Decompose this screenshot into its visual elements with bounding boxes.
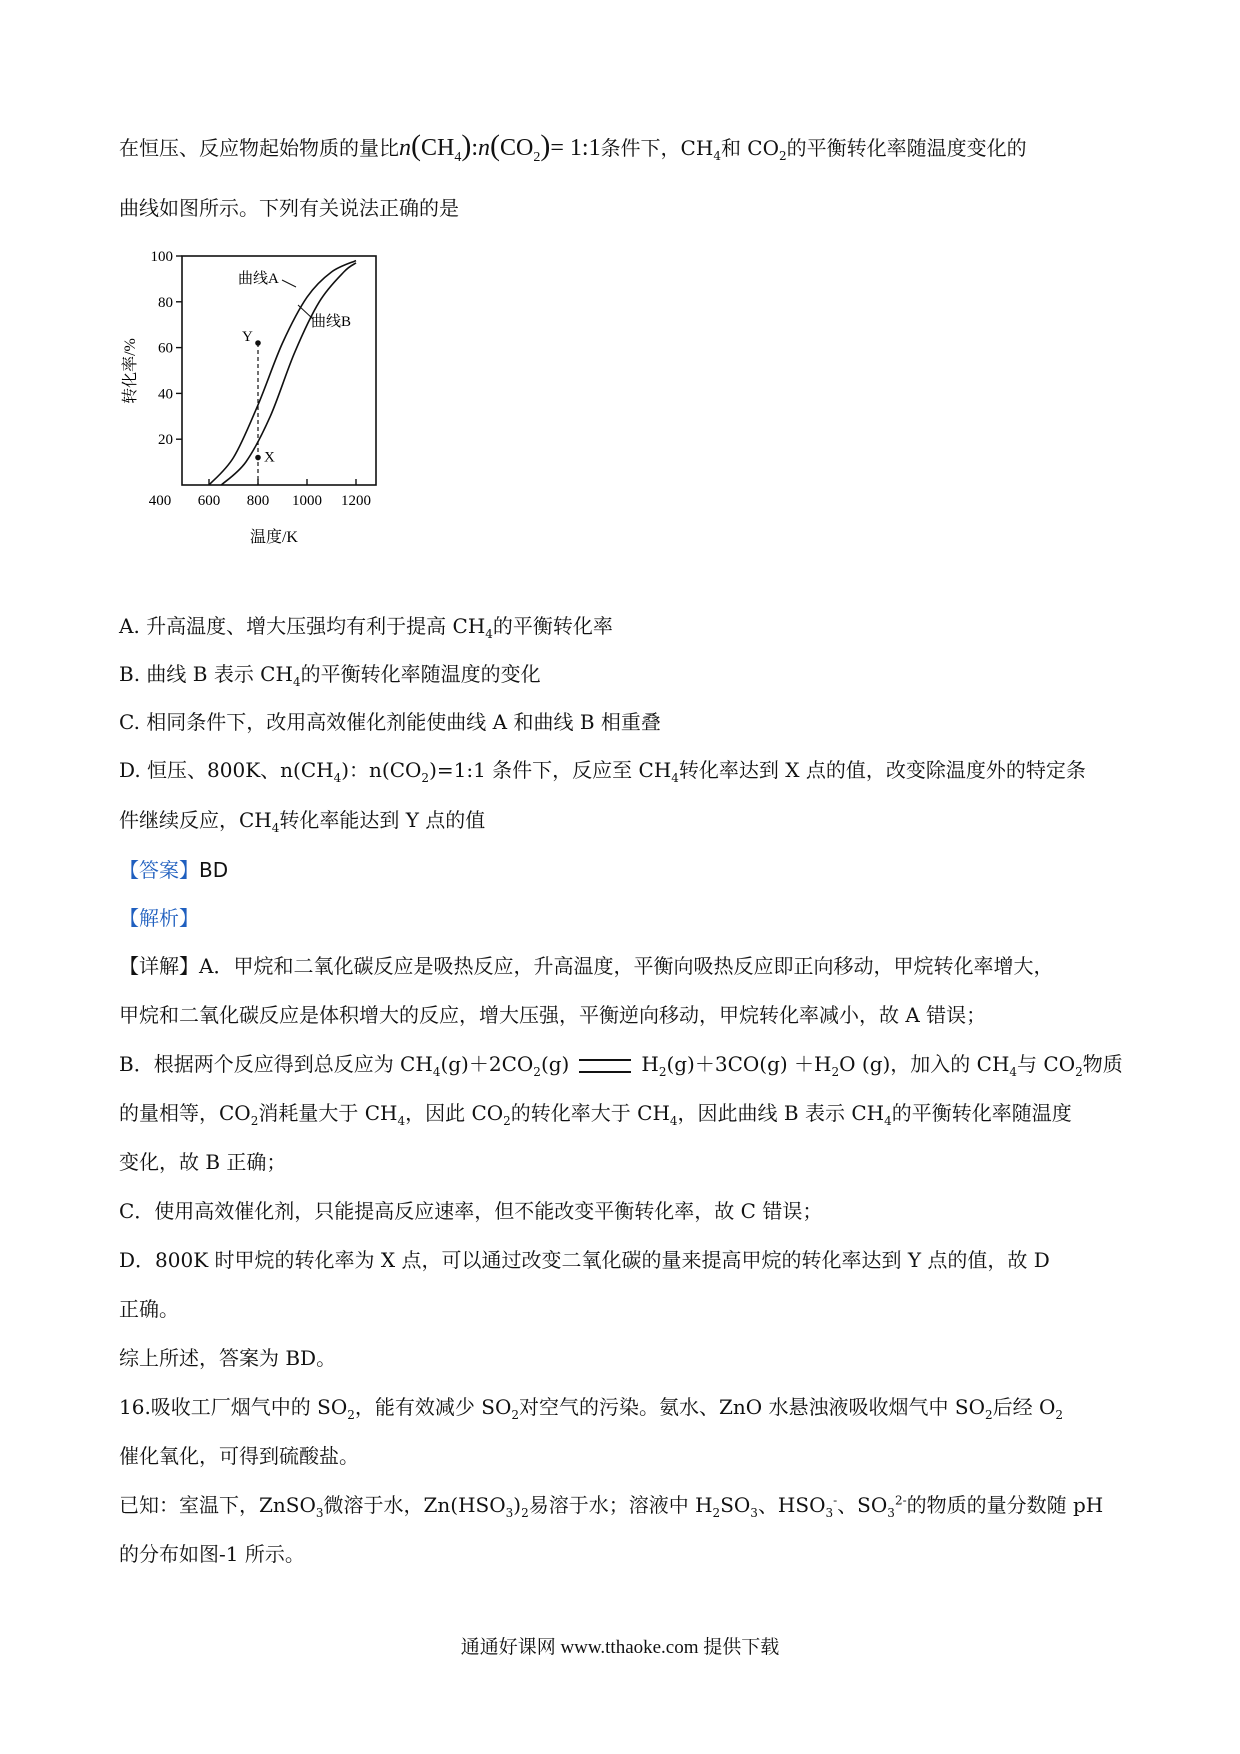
formula-co2: CO: [500, 135, 534, 161]
q16-l2: 催化氧化，可得到硫酸盐。: [119, 1444, 359, 1468]
ratio-formula: $n(CH_4):n(CO_2)=$ 1:1: [399, 129, 601, 165]
sub-2: 2: [421, 771, 430, 785]
answer-value: BD: [199, 858, 229, 882]
q16-l3-d: 易溶于水；溶液中 H: [528, 1493, 713, 1517]
q16-l1-d: 后经 O: [992, 1395, 1056, 1419]
formula-co2-sub: 2: [533, 149, 541, 165]
y-tick-label: 60: [158, 340, 173, 357]
sub-2: 2: [521, 1506, 529, 1520]
curve-b-leader: [298, 305, 313, 319]
curve-b: [221, 263, 356, 485]
detail-b-line-1: [119, 1050, 1123, 1078]
option-d-text-6: 转化率能达到 Y 点的值: [279, 808, 486, 832]
sub-4: 4: [671, 771, 679, 785]
detail-b-text-g: 与 CO: [1017, 1052, 1076, 1076]
x-tick-label: 400: [148, 493, 172, 509]
option-b-text-2: 的平衡转化率随温度的变化: [300, 662, 541, 686]
q16-l3-f: 、HSO: [757, 1493, 826, 1517]
option-c: [119, 708, 661, 736]
sub-2: 2: [1075, 1065, 1083, 1079]
curve-a-label: 曲线A: [238, 271, 279, 287]
sub-3: 3: [887, 1506, 895, 1520]
q16-line-1: [119, 1393, 1063, 1421]
point-y: [255, 340, 261, 346]
option-d-line-1: [119, 756, 1086, 784]
formula-ch4-sub: 4: [454, 149, 462, 165]
conversion-chart: [120, 243, 420, 563]
q16-l3-h: 的物质的量分数随 pH: [906, 1493, 1104, 1517]
answer-tag: 【答案】: [119, 858, 199, 882]
sub-4: 4: [485, 627, 493, 641]
formula-eq: = 1:1: [550, 135, 601, 161]
detail-line-2: [119, 1001, 986, 1029]
option-d-text-5: 件继续反应，CH: [119, 808, 272, 832]
point-y-label: Y: [242, 329, 253, 346]
y-tick-label: 100: [150, 249, 173, 265]
sub-4: 4: [397, 1114, 406, 1128]
sub-4: 4: [884, 1114, 892, 1128]
option-d-text-3: )=1:1 条件下，反应至 CH: [429, 758, 672, 782]
point-x: [255, 455, 261, 461]
sub-3: 3: [825, 1506, 834, 1520]
sub-4: 4: [333, 771, 342, 785]
analysis-tag: 【解析】: [119, 906, 199, 930]
sub-2: 2: [347, 1408, 355, 1422]
x-axis-label: 温度/K: [249, 529, 299, 546]
intro-line-2-text: 曲线如图所示。下列有关说法正确的是: [119, 196, 459, 220]
detail-b-text-f: O (g)，加入的 CH: [839, 1052, 1010, 1076]
sub-2: 2: [533, 1065, 541, 1079]
detail-d-line-2: [119, 1295, 179, 1323]
intro-suffix-c: 的平衡转化率随温度变化的: [786, 136, 1027, 160]
q16-l1-b: ，能有效减少 SO: [354, 1395, 512, 1419]
detail-b-text-c: (g): [540, 1052, 570, 1076]
detail-a-1: A．甲烷和二氧化碳反应是吸热反应，升高温度，平衡向吸热反应即正向移动，甲烷转化率增大，: [199, 954, 1054, 978]
formula-colon: :: [471, 135, 479, 161]
detail-b3: 变化，故 B 正确；: [119, 1150, 287, 1174]
summary-text: 综上所述，答案为 BD。: [119, 1346, 337, 1370]
sub-4: 4: [669, 1114, 678, 1128]
y-tick-label: 40: [158, 386, 173, 403]
q16-line-4: [119, 1540, 305, 1568]
sub-3: 3: [315, 1506, 324, 1520]
detail-b-text-b: (g)＋2CO: [440, 1052, 534, 1076]
sub-2: 2: [503, 1114, 511, 1128]
q16-l3-c: ): [513, 1493, 522, 1517]
x-tick-label: 800: [246, 493, 270, 509]
summary-line: [119, 1344, 336, 1372]
option-b: [119, 660, 541, 688]
sub-2: 2: [712, 1506, 721, 1520]
q16-l3-e: SO: [720, 1493, 751, 1517]
option-a-text-2: 的平衡转化率: [492, 614, 613, 638]
answer-line: [119, 856, 228, 884]
curve-a: [209, 261, 356, 485]
sub-4: 4: [1009, 1065, 1018, 1079]
detail-b-text-h: 物质: [1082, 1052, 1123, 1076]
x-tick-label: 1200: [341, 493, 371, 509]
sub-3: 3: [750, 1506, 758, 1520]
sub-4: 4: [432, 1065, 441, 1079]
analysis-line: [119, 904, 199, 932]
detail-b-text-e: (g)＋3CO(g) ＋H: [666, 1052, 832, 1076]
option-d-text-2: )：n(CO: [341, 758, 422, 782]
q16-l4: 的分布如图-1 所示。: [119, 1542, 305, 1566]
intro-prefix: 在恒压、反应物起始物质的量比: [119, 136, 399, 160]
detail-b2-b: 消耗量大于 CH: [258, 1101, 398, 1125]
intro-suffix-b: 和 CO: [720, 136, 780, 160]
y-axis-label: 转化率/%: [122, 338, 139, 404]
detail-d-line-1: [119, 1246, 1050, 1274]
sub-4: 4: [713, 149, 721, 163]
q16-l1-c: 对空气的污染。氨水、ZnO 水悬浊液吸收烟气中 SO: [519, 1395, 986, 1419]
option-d-line-2: [119, 806, 485, 834]
option-c-text: C. 相同条件下，改用高效催化剂能使曲线 A 和曲线 B 相重叠: [119, 710, 661, 734]
detail-b2-f: 的平衡转化率随温度: [891, 1101, 1072, 1125]
equilibrium-sign: [579, 1059, 631, 1073]
detail-b2-a: 的量相等，CO: [119, 1101, 251, 1125]
sup-minus: -: [833, 1493, 838, 1508]
curve-b-label: 曲线B: [311, 314, 352, 330]
y-ticks: [151, 249, 183, 448]
sub-2: 2: [779, 149, 787, 163]
detail-b-line-2: [119, 1099, 1072, 1127]
sub-2: 2: [985, 1408, 993, 1422]
footer-text: 通通好课网 www.tthaoke.com 提供下载: [460, 1637, 780, 1658]
sub-2: 2: [658, 1065, 667, 1079]
formula-ch4: CH: [421, 135, 455, 161]
detail-b-text-a: B．根据两个反应得到总反应为 CH: [119, 1052, 433, 1076]
x-tick-label: 600: [197, 493, 221, 509]
option-d-text-1: D. 恒压、800K、n(CH: [119, 758, 334, 782]
detail-line-1: [119, 952, 1053, 980]
sub-2: 2: [1055, 1408, 1064, 1422]
detail-b-text-d: H: [641, 1052, 659, 1076]
detail-d2: 正确。: [119, 1297, 179, 1321]
sub-2: 2: [831, 1065, 840, 1079]
sub-2: 2: [511, 1408, 520, 1422]
q16-l3-b: 微溶于水，Zn(HSO: [323, 1493, 506, 1517]
option-a-text-1: A. 升高温度、增大压强均有利于提高 CH: [119, 614, 486, 638]
intro-line-1: [119, 129, 1027, 165]
y-tick-label: 80: [158, 294, 173, 311]
detail-b2-e: ，因此曲线 B 表示 CH: [677, 1101, 885, 1125]
detail-tag: 【详解】: [119, 954, 199, 978]
intro-suffix-a: 条件下，CH: [600, 136, 714, 160]
option-a: [119, 612, 613, 640]
point-x-label: X: [264, 449, 275, 466]
sup-2-minus: 2-: [894, 1493, 907, 1508]
detail-b2-d: 的转化率大于 CH: [510, 1101, 670, 1125]
q16-line-2: [119, 1442, 359, 1470]
detail-b-line-3: [119, 1148, 286, 1176]
detail-b2-c: ，因此 CO: [405, 1101, 504, 1125]
curve-a-leader: [282, 280, 296, 287]
formula-n: n: [399, 135, 411, 161]
q16-line-3: [119, 1491, 1103, 1519]
detail-c-line: [119, 1197, 822, 1225]
detail-a-2: 甲烷和二氧化碳反应是体积增大的反应，增大压强，平衡逆向移动，甲烷转化率减小，故 A 错误；: [119, 1003, 987, 1027]
sub-4: 4: [271, 821, 280, 835]
option-b-text-1: B. 曲线 B 表示 CH: [119, 662, 293, 686]
option-d-text-4: 转化率达到 X 点的值，改变除温度外的特定条: [678, 758, 1086, 782]
detail-d1: D．800K 时甲烷的转化率为 X 点，可以通过改变二氧化碳的量来提高甲烷的转化率达到 Y 点的值，故 D: [119, 1248, 1050, 1272]
sub-2: 2: [250, 1114, 259, 1128]
sub-3: 3: [505, 1506, 514, 1520]
sub-4: 4: [292, 675, 301, 689]
plot-frame: [182, 256, 376, 485]
y-tick-label: 20: [158, 432, 173, 449]
q16-l1-a: 16.吸收工厂烟气中的 SO: [119, 1395, 348, 1419]
x-tick-label: 1000: [292, 493, 322, 509]
detail-c: C．使用高效催化剂，只能提高反应速率，但不能改变平衡转化率，故 C 错误；: [119, 1199, 823, 1223]
page-footer: [0, 1632, 1240, 1659]
q16-l3-a: 已知：室温下，ZnSO: [119, 1493, 316, 1517]
q16-l3-g: 、SO: [837, 1493, 888, 1517]
intro-line-2: [119, 194, 459, 222]
formula-n2: n: [478, 135, 491, 161]
